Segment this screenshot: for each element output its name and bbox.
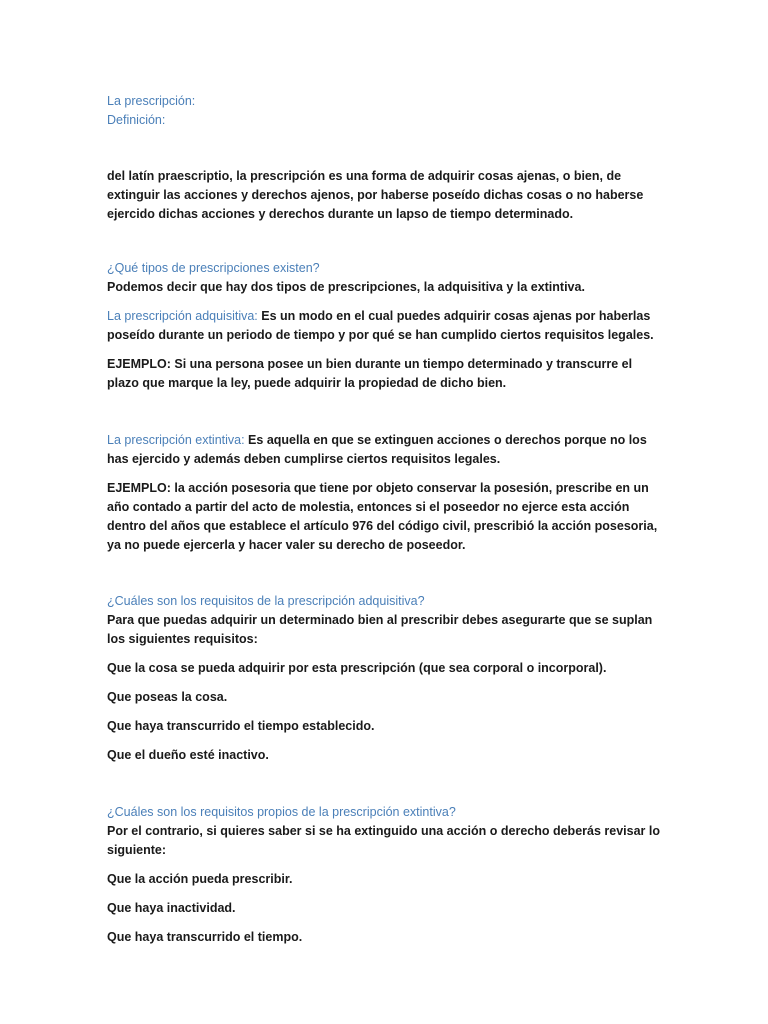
adquisitiva-label: La prescripción adquisitiva: <box>107 309 258 323</box>
adquisitiva-example: EJEMPLO: Si una persona posee un bien durante un tiempo determinado y transcurre el plazo que marque la ley, puede adquirir la propiedad de dicho bien. <box>107 357 633 390</box>
list-item: Que haya inactividad. <box>107 901 236 915</box>
answer-types: Podemos decir que hay dos tipos de prescripciones, la adquisitiva y la extintiva. <box>107 280 585 294</box>
extintiva-example: EJEMPLO: la acción posesoria que tiene por objeto conservar la posesión, prescribe en un año contado a partir del acto de molestia, entonces si el poseedor no ejerce esta acción dentro del años que establece el artículo 976 del código civil, prescribió la acción posesoria, ya no puede ejercerla y hacer valer su derecho de poseedor. <box>107 481 658 552</box>
answer-adquisitiva-requirements: Para que puedas adquirir un determinado bien al prescribir debes asegurarte que se suplan los siguientes requisitos: <box>107 613 653 646</box>
doc-subtitle: Definición: <box>107 113 166 127</box>
definition-paragraph: del latín praescriptio, la prescripción es una forma de adquirir cosas ajenas, o bien, de extinguir las acciones y derechos ajenos, por haberse poseído dichas cosas o no haberse ejercido dichas acciones y derechos durante un lapso de tiempo determinado. <box>107 169 644 221</box>
extintiva-label: La prescripción extintiva: <box>107 433 245 447</box>
question-types: ¿Qué tipos de prescripciones existen? <box>107 261 320 275</box>
adquisitiva-text: Es un modo en el cual puedes adquirir cosas ajenas por haberlas poseído durante un periodo de tiempo y por qué se han cumplido ciertos requisitos legales. <box>107 309 654 342</box>
question-extintiva-requirements: ¿Cuáles son los requisitos propios de la prescripción extintiva? <box>107 805 456 819</box>
extintiva-paragraph <box>107 431 667 469</box>
list-item: Que haya transcurrido el tiempo establecido. <box>107 719 375 733</box>
adquisitiva-paragraph <box>107 307 667 345</box>
document-page <box>107 92 667 947</box>
extintiva-text: Es aquella en que se extinguen acciones o derechos porque no los has ejercido y además deben cumplirse ciertos requisitos legales. <box>107 433 647 466</box>
doc-title: La prescripción: <box>107 94 196 108</box>
list-item: Que poseas la cosa. <box>107 690 228 704</box>
question-adquisitiva-requirements: ¿Cuáles son los requisitos de la prescripción adquisitiva? <box>107 594 425 608</box>
list-item: Que el dueño esté inactivo. <box>107 748 269 762</box>
answer-extintiva-requirements: Por el contrario, si quieres saber si se ha extinguido una acción o derecho deberás revisar lo siguiente: <box>107 824 660 857</box>
list-item: Que la cosa se pueda adquirir por esta prescripción (que sea corporal o incorporal). <box>107 661 607 675</box>
list-item: Que haya transcurrido el tiempo. <box>107 930 303 944</box>
list-item: Que la acción pueda prescribir. <box>107 872 293 886</box>
